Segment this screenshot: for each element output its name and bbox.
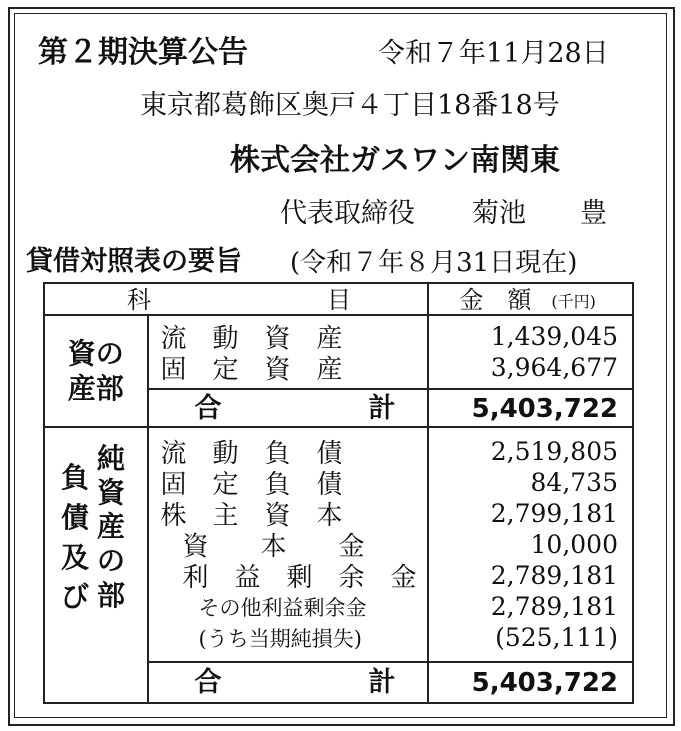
- subject-header-1: 科: [127, 286, 151, 314]
- liab-label-capital: 資 本 金: [182, 532, 365, 563]
- subject-header: [44, 283, 428, 315]
- liability-items: [148, 427, 429, 662]
- asset-values: [428, 315, 633, 389]
- company-address: 東京都葛飾区奥戸４丁目18番18号: [140, 90, 560, 121]
- amount-header-label: 金 額: [459, 286, 532, 314]
- assets-total-value: 5,403,722: [471, 394, 618, 424]
- notice-title: 第２期決算公告: [38, 35, 248, 70]
- asset-label-fixed: 固 定 資 産: [160, 355, 343, 385]
- liab-total-label: [148, 662, 429, 703]
- notice-date: 令和７年11月28日: [378, 38, 609, 69]
- liab-label-equity: 株 主 資 本: [160, 501, 343, 532]
- asset-value-current: 1,439,045: [490, 322, 618, 351]
- assets-total-value-cell: [428, 389, 633, 427]
- amount-header: [428, 283, 633, 315]
- liab-label-retained: 利 益 剰 余 金: [182, 563, 417, 594]
- liab-total-label-2: 計: [368, 667, 396, 699]
- liab-label-other-retained: その他利益剰余金: [198, 595, 367, 620]
- liab-value-other-retained: 2,789,181: [490, 592, 618, 622]
- subject-header-2: 目: [327, 286, 351, 314]
- liab-label-current: 流 動 負 債: [160, 439, 343, 470]
- summary-date: (令和７年８月31日現在): [290, 248, 578, 278]
- liab-section-left: 負 債 及 び: [61, 461, 90, 614]
- asset-label-current: 流 動 資 産: [160, 324, 343, 354]
- liab-total-value-cell: [428, 662, 633, 703]
- liab-value-fixed: 84,735: [530, 468, 618, 498]
- liab-value-current: 2,519,805: [490, 437, 618, 467]
- asset-value-fixed: 3,964,677: [490, 353, 618, 382]
- liability-values: [428, 427, 633, 662]
- liab-value-retained: 2,789,181: [490, 561, 618, 591]
- liab-total-label-1: 合: [194, 667, 222, 699]
- assets-section-row: [44, 315, 633, 389]
- assets-section-label: 資の 産部: [44, 315, 148, 427]
- liabilities-section-label: [44, 427, 148, 703]
- representative-title: 代表取締役: [280, 198, 415, 229]
- representative-name: 菊池 豊: [472, 198, 607, 229]
- asset-items: [148, 315, 429, 389]
- liabilities-section-row: [44, 427, 633, 662]
- balance-sheet-table: [43, 282, 634, 704]
- liab-value-equity: 2,799,181: [490, 499, 618, 529]
- amount-unit: (千円): [551, 292, 596, 311]
- liab-value-net-loss: (525,111): [495, 623, 618, 653]
- assets-total-label: [148, 389, 429, 427]
- company-name: 株式会社ガスワン南関東: [230, 143, 560, 178]
- assets-total-label-2: 計: [368, 393, 396, 424]
- liab-total-value: 5,403,722: [471, 668, 618, 699]
- liab-label-net-loss: (うち当期純損失): [198, 626, 362, 651]
- liab-section-right: 純 資 産 の 部: [97, 442, 126, 612]
- liab-label-fixed: 固 定 負 債: [160, 470, 343, 501]
- assets-total-label-1: 合: [194, 393, 222, 424]
- liab-value-capital: 10,000: [530, 530, 618, 560]
- table-header-row: [44, 283, 633, 315]
- summary-title: 貸借対照表の要旨: [26, 246, 242, 277]
